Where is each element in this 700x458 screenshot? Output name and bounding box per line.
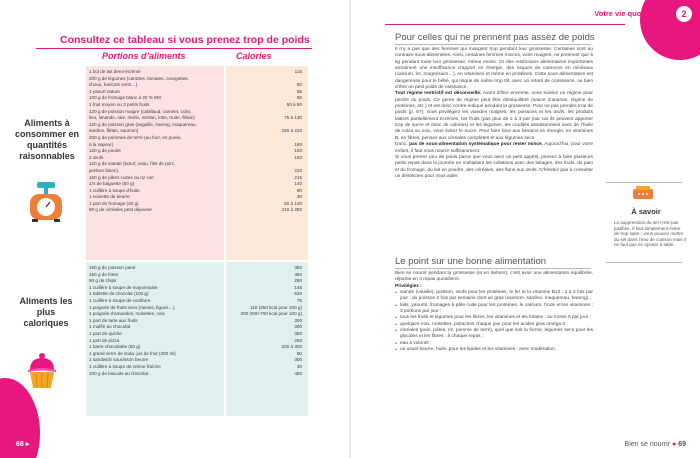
- calorie-cell: 450: [294, 370, 302, 376]
- calorie-cell: 300: [294, 324, 302, 330]
- portion-cell: 150 g de frites: [89, 271, 119, 277]
- running-header: Votre vie quotidienne: [594, 9, 670, 18]
- left-page: [0, 0, 349, 458]
- calorie-cell: 90: [296, 187, 302, 193]
- portion-cell: 150 g de poisson pané: [89, 265, 136, 270]
- table-row: [86, 155, 308, 162]
- cupcake-icon: [24, 350, 60, 390]
- portion-cell: 1 sandwich saucisson beurre: [89, 357, 149, 363]
- table-row: [86, 135, 308, 142]
- calorie-cell: 215: [294, 174, 302, 180]
- table-row: [86, 338, 308, 345]
- table-row: [86, 331, 308, 338]
- table-row: [86, 175, 308, 182]
- portion-cell: 1 poignée d’amandes, noisettes, noix: [89, 311, 165, 317]
- calorie-cell: 110 (250 kcal pour 100 g): [249, 304, 302, 310]
- portion-cell: 1 yaourt nature: [89, 88, 120, 94]
- table-row: [86, 318, 308, 325]
- list-item: • laits, yaourts, fromages à pâte cuite pour les protéines, le calcium, l’iode et les vitamines ; 3 portions par jour ;: [395, 303, 593, 316]
- portion-cell: jambon blanc): [89, 167, 118, 173]
- portion-cell: lieu, limande, raie, merlu, merlan, lotte, truite, flétan): [89, 115, 195, 121]
- portion-cell: 120 g de poulet: [89, 148, 121, 154]
- table-row: [86, 357, 308, 364]
- table-row: [86, 311, 308, 318]
- portion-cell: à la vapeur): [89, 141, 114, 147]
- right-page: [351, 0, 700, 458]
- calorie-cell: 140: [294, 181, 302, 187]
- table-row: [86, 265, 308, 272]
- calorie-cell: 300: [294, 317, 302, 323]
- portion-cell: 1 part de tarte aux fruits: [89, 317, 138, 323]
- calorie-cell: 80 à 120: [284, 200, 302, 206]
- calorie-cell: 300: [294, 357, 302, 363]
- portion-cell: 1 grand verre de soda, jus de fruit (200 ml): [89, 350, 176, 356]
- calorie-cell: 30: [296, 194, 302, 200]
- portion-cell: 1 cuillère à soupe de confiture: [89, 297, 151, 303]
- table-row: [86, 161, 308, 168]
- portion-cell: 120 g de poisson gras (anguille, hareng, maquereau,: [89, 121, 197, 127]
- portion-cell: sardine, flétan, saumon): [89, 128, 139, 134]
- table-row: [86, 89, 308, 96]
- portion-cell: 200 g de légumes (carottes, tomates, courgettes,: [89, 75, 189, 81]
- calorie-cell: 150: [294, 154, 302, 160]
- portion-cell: 1 poignée de fruits secs (raisins, figues…): [89, 304, 175, 310]
- info-sidebar-title: À savoir: [631, 207, 661, 216]
- table-row: [86, 324, 308, 331]
- portion-cell: 1 tablette de chocolat (100 g): [89, 291, 149, 297]
- table-row: [86, 344, 308, 351]
- calorie-cell: 350: [294, 330, 302, 336]
- column-header-calories: Calories: [236, 51, 272, 61]
- portion-cell: 100 g de fromage blanc à 20 % MG: [89, 95, 162, 101]
- portion-cell: 1 part de fromage (30 g): [89, 200, 139, 206]
- portion-cell: 100 g de biscuits au chocolat: [89, 370, 149, 376]
- calorie-cell: 350: [294, 271, 302, 277]
- title-rule: [36, 48, 312, 49]
- table-row: [86, 128, 308, 135]
- list-item: • eau à volonté ;: [395, 341, 593, 347]
- table-row: [86, 76, 308, 83]
- table-row: [86, 351, 308, 358]
- table-row: [86, 115, 308, 122]
- table-row: [86, 201, 308, 208]
- portion-cell: 120 g de poisson maigre (cabillaud, carrelet, colin,: [89, 108, 192, 114]
- list-item: • un usuel beurre, huile, pour les lipides et les vitamines ; avec modération.: [395, 347, 593, 353]
- calorie-cell: 260: [294, 337, 302, 343]
- calorie-cell: 30: [296, 363, 302, 369]
- table-title: Consultez ce tableau si vous prenez trop de poids: [60, 34, 310, 46]
- table-row: [86, 181, 308, 188]
- label-caloric-foods: Aliments les plus caloriques: [19, 296, 73, 328]
- page-number-left: 68 ▸: [16, 441, 30, 448]
- portion-cell: 1 fruit moyen ou 2 petits fruits: [89, 101, 150, 107]
- table-row: [86, 122, 308, 129]
- section-body-good-diet: Bien se nourrir pendant la grossesse (et en dehors), c’est avoir une alimentation équilibrée, répartie en 4 repas quotidiens. Privilégiez : • viande (volaille), poisson, œufs pour les protéines, le fer et la vitamine B12 ; 1 à 2 fois par jour ; du poisson 2 fois par semaine dont un gras (saumon, sardine, maquereau, hareng) ; • laits, yaourts, fromages à pâte cuite pour les protéines, le calcium, l’iode et les vitamines ; 3 portions par jour ; • tous les fruits et légumes pour les fibres, les vitamines et les folates ; au moins 5 par jour ; • quelques noix, noisettes, pistaches chaque jour pour les acides gras oméga 3 ; • céréales (pain, pâtes, riz, pomme de terre), quel que soit la forme, légumes secs pour les glucides et les fibres : à chaque repas ; • eau à volonté ; • un usuel beurre, huile, pour les lipides et les vitamines ; avec modération.: [395, 271, 593, 353]
- calorie-cell: 150 à 220: [281, 128, 302, 134]
- portion-cell: 50 g de chips: [89, 278, 117, 284]
- portion-cell: 1 cuillère à soupe de mayonnaise: [89, 284, 158, 290]
- label-reasonable-foods: Aliments à consommer en quantités raisonnables: [14, 118, 80, 161]
- table-row: [86, 278, 308, 285]
- list-item: • tous les fruits et légumes pour les fibres, les vitamines et les folates ; au moins 5 par jour ;: [395, 315, 593, 321]
- column-header-portions: Portions d’aliments: [102, 51, 186, 61]
- portion-cell: 120 g de viande (bœuf, veau, filet de porc,: [89, 161, 176, 167]
- portion-cell: 60 g de céréales petit déjeuner: [89, 207, 153, 213]
- table-row: [86, 102, 308, 109]
- table-row: [86, 69, 308, 76]
- table-row: [86, 168, 308, 175]
- info-sidebar-text: La suppression du sel n’est pas justifiée. Il faut simplement éviter de trop saler : vous pouvez mettre du sel dans l’eau de cuisson mais il ne faut pas en ajouter à table.: [614, 220, 687, 248]
- calorie-cell: 250: [294, 278, 302, 284]
- table-row: [86, 305, 308, 312]
- chapter-number: 2: [676, 6, 692, 22]
- section-title-good-diet: Le point sur une bonne alimentation: [395, 256, 547, 267]
- portion-cell: 1 noisette de beurre: [89, 194, 130, 200]
- table-row: [86, 207, 308, 214]
- portion-cell: 1 part de pizza: [89, 337, 120, 343]
- table-row: [86, 364, 308, 371]
- calorie-cell: 65: [296, 88, 302, 94]
- table-row: [86, 194, 308, 201]
- portion-cell: 1 bol de lait demi-écrémé: [89, 69, 141, 74]
- portion-cell: 1 cuillère à soupe de crème fraîche: [89, 363, 161, 369]
- table-row: [86, 285, 308, 292]
- table-row: [86, 142, 308, 149]
- portion-cell: 1 part de quiche: [89, 330, 122, 336]
- calorie-cell: 60: [296, 82, 302, 88]
- portion-cell: 1 barre chocolatée (50 g): [89, 344, 141, 350]
- calorie-cell: 530: [294, 291, 302, 297]
- table-row: [86, 371, 308, 378]
- calorie-cell: 200 à 300: [281, 344, 302, 350]
- table-row: [86, 95, 308, 102]
- portion-cell: 160 g de pâtes cuites ou riz cuit: [89, 174, 154, 180]
- salt-shaker-icon: [632, 186, 654, 200]
- kitchen-scale-icon: [24, 180, 68, 224]
- table-block-caloric: [86, 262, 308, 416]
- calorie-cell: 50 à 80: [286, 101, 302, 107]
- calorie-cell: 150: [294, 148, 302, 154]
- table-row: [86, 188, 308, 195]
- portion-cell: 1 cuillère à soupe d’huile: [89, 187, 140, 193]
- calorie-cell: 220: [294, 167, 302, 173]
- calorie-cell: 180: [294, 141, 302, 147]
- table-row: [86, 272, 308, 279]
- header-rule: [385, 24, 625, 25]
- calorie-cell: 75 à 130: [284, 115, 302, 121]
- portion-cell: 2 œufs: [89, 154, 104, 160]
- list-item: • céréales (pain, pâtes, riz, pomme de terre), quel que soit la forme, légumes secs pour les glucides et les fibres : à chaque repas ;: [395, 328, 593, 341]
- table-row: [86, 148, 308, 155]
- calorie-cell: 210 à 250: [281, 207, 302, 213]
- calorie-cell: 75: [296, 297, 302, 303]
- table-row: [86, 82, 308, 89]
- portion-cell: 200 g de pommes de terre (au four, en purée,: [89, 134, 182, 140]
- portion-cell: 1/4 de baguette (50 g): [89, 181, 135, 187]
- portion-cell: 1 muffin au chocolat: [89, 324, 131, 330]
- page-number-right: Bien se nourrir ● 69: [624, 441, 686, 448]
- calorie-cell: 90: [296, 350, 302, 356]
- calorie-cell: 80: [296, 95, 302, 101]
- calorie-cell: 145: [294, 284, 302, 290]
- list-item: • quelques noix, noisettes, pistaches chaque jour pour les acides gras oméga 3 ;: [395, 322, 593, 328]
- section-body-underweight: Il n’y a pas que des femmes qui mangent trop pendant leur grossesse. Certaines sont au contraire sous-alimentées. Ainsi, certaines femmes minces, voire maigres, ne prennent que 6 kg pendant toute leur grossesse, même moins. Or des restrictions alimentaires importantes entraînent une insuffisance d’apport en énergie, des risques de carences en minéraux (calcium, fer, magnésium…), en vitamines et même en protéines. Cette sous-alimentation est dangereuse pour le bébé, qui risque de naître trop tôt, avec un retard de croissance, ou bien d’être un petit poids de naissance. Tout régime restrictif est déconseillé. Avant d’être enceinte, vous suiviez un régime pour perdre du poids. Ce genre de régime peut être déséquilibré (sauce d’ananas, régime de protéines, etc.) et est donc contre-indiqué pendant la grossesse. Pour ne pas prendre trop de poids (p. 67), vous privilégiez les viandes maigres, les poissons et les œufs, les produits laitiers partiellement écrémés, les fruits (pas plus de 2 à 3 par jour car ils peuvent apporter trop de sucre et donc de calories) et les légumes, les crudités assaisonnées avec de l’huile de colza ou noix, vous évitez le sucre. Pour faire face aux besoins en énergie, en vitamines B, en fibres, pensez aux céréales complètes et aux légumes secs. Donc, pas de sous-alimentation systématique pour rester mince. Aujourd’hui, pour votre enfant, il faut vous nourrir suffisamment. Si vous prenez peu de poids parce que vous avez un petit appétit, pensez à faire plusieurs petits repas dans la journée en multipliant les collations avec des laitages, des fruits, du pain et du fromage, du lait en poudre, des céréales, des flans aux œufs. N’hésitez pas à consulter un diététicien pour vous aider.: [395, 47, 593, 179]
- list-item: • viande (volaille), poisson, œufs pour les protéines, le fer et la vitamine B12 ; 1 à 2 fois par jour ; du poisson 2 fois par semaine dont un gras (saumon, sardine, maquereau, hareng) ;: [395, 290, 593, 303]
- portion-cell: choux, haricots verts…): [89, 82, 138, 88]
- table-row: [86, 298, 308, 305]
- info-sidebar: [606, 186, 686, 248]
- section-title-underweight: Pour celles qui ne prennent pas assez de poids: [395, 32, 595, 43]
- table-row: [86, 109, 308, 116]
- calorie-cell: 350: [294, 265, 302, 270]
- table-block-reasonable: [86, 66, 308, 260]
- calorie-cell: 115: [294, 69, 302, 74]
- table-row: [86, 291, 308, 298]
- calorie-cell: 200 (600-700 kcal pour 100 g): [240, 311, 302, 317]
